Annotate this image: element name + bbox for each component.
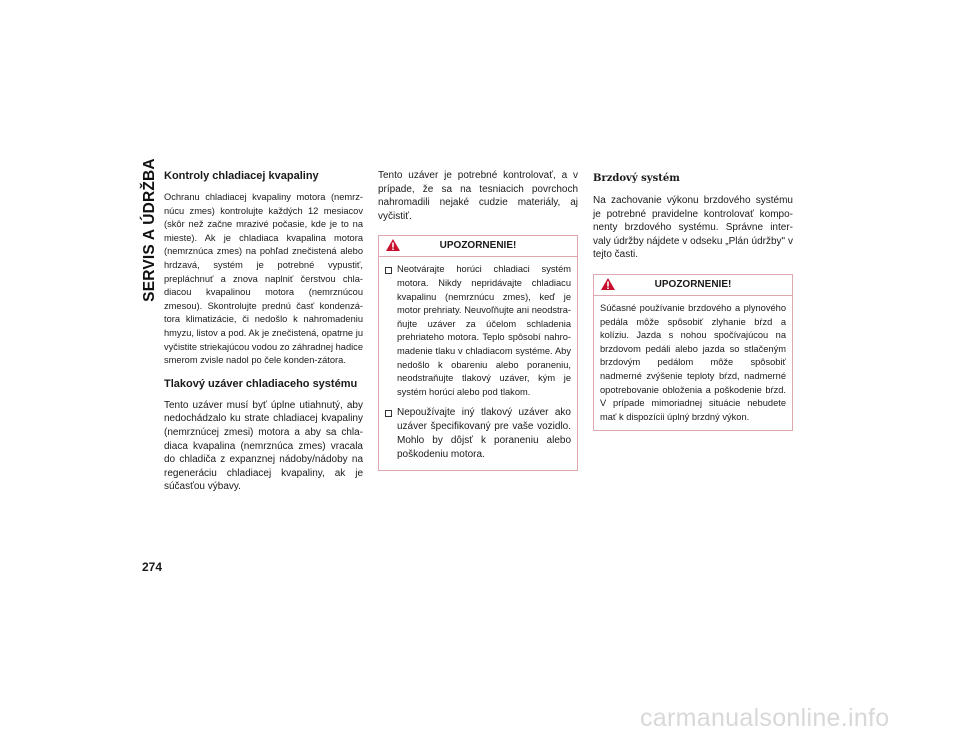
warning-text: Súčasné používanie brzdového a plynového pedála môže spôsobiť zlyhanie bŕzd a kolíziu. Jazda s nohou spočívajúcou na brzdovom pedáli alebo jazda so stlačeným brzdovým pedálom môže spôsobiť nadmerné zvýšenie teploty bŕzd, nadmerné opotrebovanie obloženia a poškodenie bŕzd. V prípade mimoriadnej situácie nebudete mať k dispozícii úplný brzdný výkon. [600,302,786,422]
warning-list-item [385,406,571,462]
warning-body [379,257,577,470]
paragraph-pressure-cap: Tento uzáver musí byť úplne utiahnutý, aby nedochádzalo ku strate chladiacej kvapaliny (nemrznúcej zmesi) motora a aby sa chla-diaca kvapalina (nemrznúca zmes) vracala do chladiča z expanznej nádoby/nádoby na regeneráciu chladiacej kvapaliny, ak je súčasťou výbavy. [164,399,363,493]
warning-box-brakes [593,274,793,431]
warning-box-coolant [378,235,578,471]
heading-pressure-cap: Tlakový uzáver chladiaceho systému [164,377,358,390]
warning-header [594,275,792,296]
column-left [164,169,363,494]
column-right [593,170,793,431]
warning-header [379,236,577,257]
section-side-tab [140,160,160,300]
paragraph-coolant-checks: Ochranu chladiacej kvapaliny motora (nemrz-núcu zmes) kontrolujte každých 12 mesiacov (skôr než začne mrazivé počasie, kde je to na mieste). Ak je chladiaca kvapalina motora (nemrznúca zmes) na pohľad znečistená alebo hrdzavá, systém je potrebné vypustiť, prepláchnuť a znova naplniť čerstvou chla-diacou kvapalinou motora (nemrznúcou zmesou). Skontrolujte prednú časť kondenzá-tora klimatizácie, či nedošlo k nahromadeniu hmyzu, listov a pod. Ak je znečistená, opatrne ju vyčistite striekajúcou vodou zo záhradnej hadice smerom zvisle nadol po čele konden-zátora. [164,192,363,366]
column-middle [378,169,578,471]
warning-title: UPOZORNENIE! [439,240,517,252]
warning-item-text: Neotvárajte horúci chladiaci systém motora. Nikdy nepridávajte chladiacu kvapalinu (nemrznúcu zmes), keď je motor prehriaty. Neuvoľňujte ani neodstra-ňujte uzáver za účelom schladenia prehriateho motora. Teplo spôsobí nahro-madenie tlaku v chladiacom systéme. Aby nedošlo k obareniu alebo poraneniu, neodstraňujte tlakový uzáver, kým je systém horúci alebo pod tlakom. [397,264,571,397]
heading-brake-system: Brzdový systém [593,173,680,184]
section-title: SERVIS A ÚDRŽBA [141,158,158,302]
bullet-square-icon [385,267,392,274]
watermark: carmanualsonline.info [640,704,890,732]
warning-triangle-icon [600,277,616,291]
warning-title: UPOZORNENIE! [654,278,732,290]
warning-body [594,296,792,430]
warning-item-text: Nepoužívajte iný tlakový uzáver ako uzáver špecifikovaný pre vaše vozidlo. Mohlo by dôjsť k poraneniu alebo poškodeniu motora. [397,407,571,461]
warning-list-item [385,263,571,399]
warning-triangle-icon [385,238,401,252]
bullet-square-icon [385,410,392,417]
heading-coolant-checks: Kontroly chladiacej kvapaliny [164,170,319,182]
paragraph-cap-inspection: Tento uzáver je potrebné kontrolovať, a v prípade, že sa na tesniacich povrchoch nahromadili nejaké cudzie materiály, aj vyčistiť. [378,170,578,222]
paragraph-brake-system: Na zachovanie výkonu brzdového systému je potrebné pravidelne kontrolovať kompo-nenty brzdového systému. Správne inter-valy údržby nájdete v odseku „Plán údržby" v tejto časti. [593,195,793,261]
page-number: 274 [142,560,163,574]
